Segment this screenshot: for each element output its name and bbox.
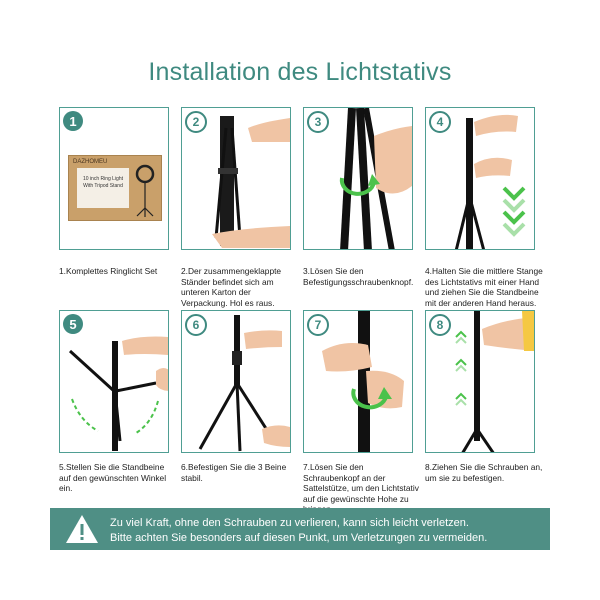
step-5-panel xyxy=(59,310,169,453)
warning-icon xyxy=(64,513,100,545)
warning-text-line2: Bitte achten Sie besonders auf diesen Punkt, um Verletzungen zu vermeiden. xyxy=(110,532,488,544)
product-box xyxy=(68,155,162,221)
chevron-up-icon xyxy=(456,332,466,405)
warning-banner xyxy=(50,508,550,550)
box-label-line2: With Tripod Stand xyxy=(83,183,123,189)
step-1-caption: 1.Komplettes Ringlicht Set xyxy=(59,266,158,276)
step-8-caption: 8.Ziehen Sie die Schrauben an, um sie zu befestigen. xyxy=(425,462,543,483)
ring-light-icon xyxy=(69,156,161,220)
step-number-badge: 3 xyxy=(307,111,329,133)
step-number-badge: 4 xyxy=(429,111,451,133)
step-2-panel xyxy=(181,107,291,250)
step-7-panel xyxy=(303,310,413,453)
box-label-line1: 10 inch Ring Light xyxy=(82,176,124,182)
warning-text-line1: Zu viel Kraft, ohne den Schrauben zu verlieren, kann sich leicht verletzen. xyxy=(110,517,469,529)
step-number-badge: 5 xyxy=(63,314,83,334)
chevron-down-icon xyxy=(504,188,524,234)
arrow-icon xyxy=(136,401,158,433)
step-5-caption: 5.Stellen Sie die Standbeine auf den gewünschten Winkel ein. xyxy=(59,462,167,494)
step-4-panel xyxy=(425,107,535,250)
step-number-badge: 1 xyxy=(63,111,83,131)
step-3-caption: 3.Lösen Sie den Befestigungsschraubenknopf. xyxy=(303,266,414,287)
step-number-badge: 2 xyxy=(185,111,207,133)
step-1-panel xyxy=(59,107,169,250)
page-title: Installation des Lichtstativs xyxy=(148,58,452,86)
step-8-panel xyxy=(425,310,535,453)
box-brand: DAZHOMEU xyxy=(73,159,108,165)
arrow-icon xyxy=(72,399,98,431)
step-6-panel xyxy=(181,310,291,453)
step-2-caption: 2.Der zusammengeklappte Ständer befindet sich am unteren Karton der Verpackung. Hol es raus. xyxy=(181,266,282,308)
step-3-panel xyxy=(303,107,413,250)
step-6-caption: 6.Befestigen Sie die 3 Beine stabil. xyxy=(181,462,287,483)
step-4-caption: 4.Halten Sie die mittlere Stange des Lichtstativs mit einer Hand und ziehen Sie die Standbeine mit der anderen Hand heraus. xyxy=(425,266,543,308)
step-number-badge: 8 xyxy=(429,314,451,336)
step-7-caption: 7.Lösen Sie den Schraubenkopf an der Sattelstütze, um den Lichtstativ auf die gewünschte Hohe zu xyxy=(303,462,419,504)
step-number-badge: 6 xyxy=(185,314,207,336)
step-number-badge: 7 xyxy=(307,314,329,336)
